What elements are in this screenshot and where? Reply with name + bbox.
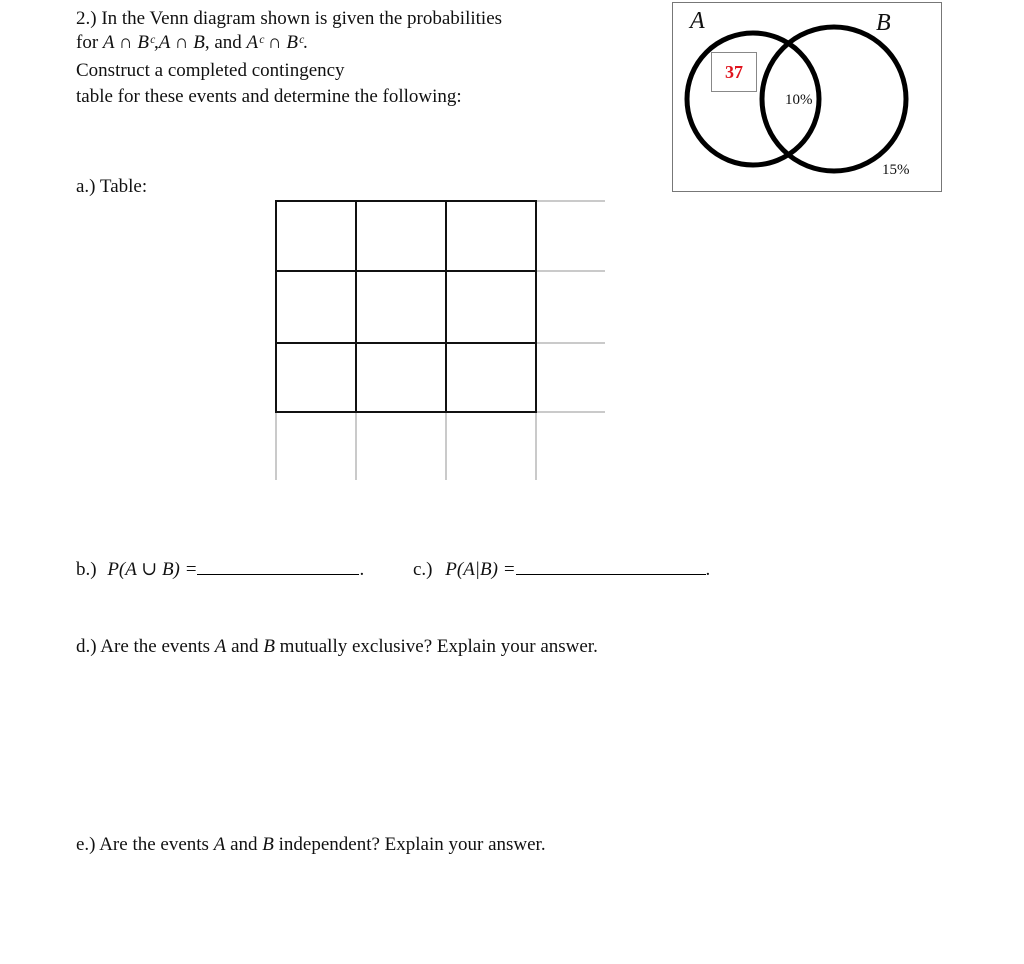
venn-label-a: A bbox=[690, 8, 705, 34]
part-e-event-a: A bbox=[213, 834, 226, 855]
part-d-event-a: A bbox=[214, 636, 227, 657]
part-d-text-1: d.) Are the events bbox=[76, 636, 215, 657]
part-c-expression: P(A|B) = bbox=[445, 559, 516, 580]
contingency-table-grid bbox=[275, 200, 607, 482]
part-b-expression: P(A ∪ B) = bbox=[107, 559, 198, 580]
separator-1: , bbox=[154, 32, 159, 53]
problem-line-4: table for these events and determine the following: bbox=[76, 86, 462, 107]
part-e-and: and bbox=[225, 834, 263, 855]
part-b bbox=[76, 556, 364, 583]
part-e-text-2: independent? Explain your answer. bbox=[273, 834, 546, 855]
part-d-event-b: B bbox=[263, 636, 275, 657]
event-a-and-not-b: A ∩ Bᶜ bbox=[102, 32, 154, 53]
outside-value: 15% bbox=[882, 162, 910, 178]
a-only-value-box: 37 bbox=[711, 52, 757, 92]
period: . bbox=[302, 32, 308, 53]
part-e-text-1: e.) Are the events bbox=[76, 834, 214, 855]
part-e-event-b: B bbox=[262, 834, 274, 855]
part-d-text-2: mutually exclusive? Explain your answer. bbox=[274, 636, 598, 657]
part-c-period: . bbox=[705, 559, 711, 580]
part-c-answer-line[interactable] bbox=[516, 556, 706, 575]
part-d bbox=[76, 634, 598, 660]
table-outer-border bbox=[276, 201, 536, 412]
part-b-period: . bbox=[359, 559, 365, 580]
separator-2: , and bbox=[204, 32, 247, 53]
problem-line-3: Construct a completed contingency bbox=[76, 60, 345, 81]
part-e bbox=[76, 832, 546, 858]
intersection-value: 10% bbox=[785, 92, 813, 108]
part-b-answer-line[interactable] bbox=[197, 556, 359, 575]
problem-line-1: 2.) In the Venn diagram shown is given the probabilities bbox=[76, 8, 503, 29]
event-a-and-b: A ∩ B bbox=[158, 32, 205, 53]
problem-line-2 bbox=[76, 30, 308, 56]
circle-b bbox=[762, 27, 906, 171]
part-b-label: b.) bbox=[76, 559, 97, 580]
event-not-a-and-not-b: Aᶜ ∩ Bᶜ bbox=[246, 32, 303, 53]
problem-line-2-prefix: for bbox=[76, 32, 103, 53]
part-a-label: a.) Table: bbox=[76, 176, 148, 197]
venn-label-b: B bbox=[876, 10, 891, 36]
part-c-label: c.) bbox=[413, 559, 433, 580]
part-c bbox=[413, 556, 710, 583]
part-d-and: and bbox=[226, 636, 264, 657]
